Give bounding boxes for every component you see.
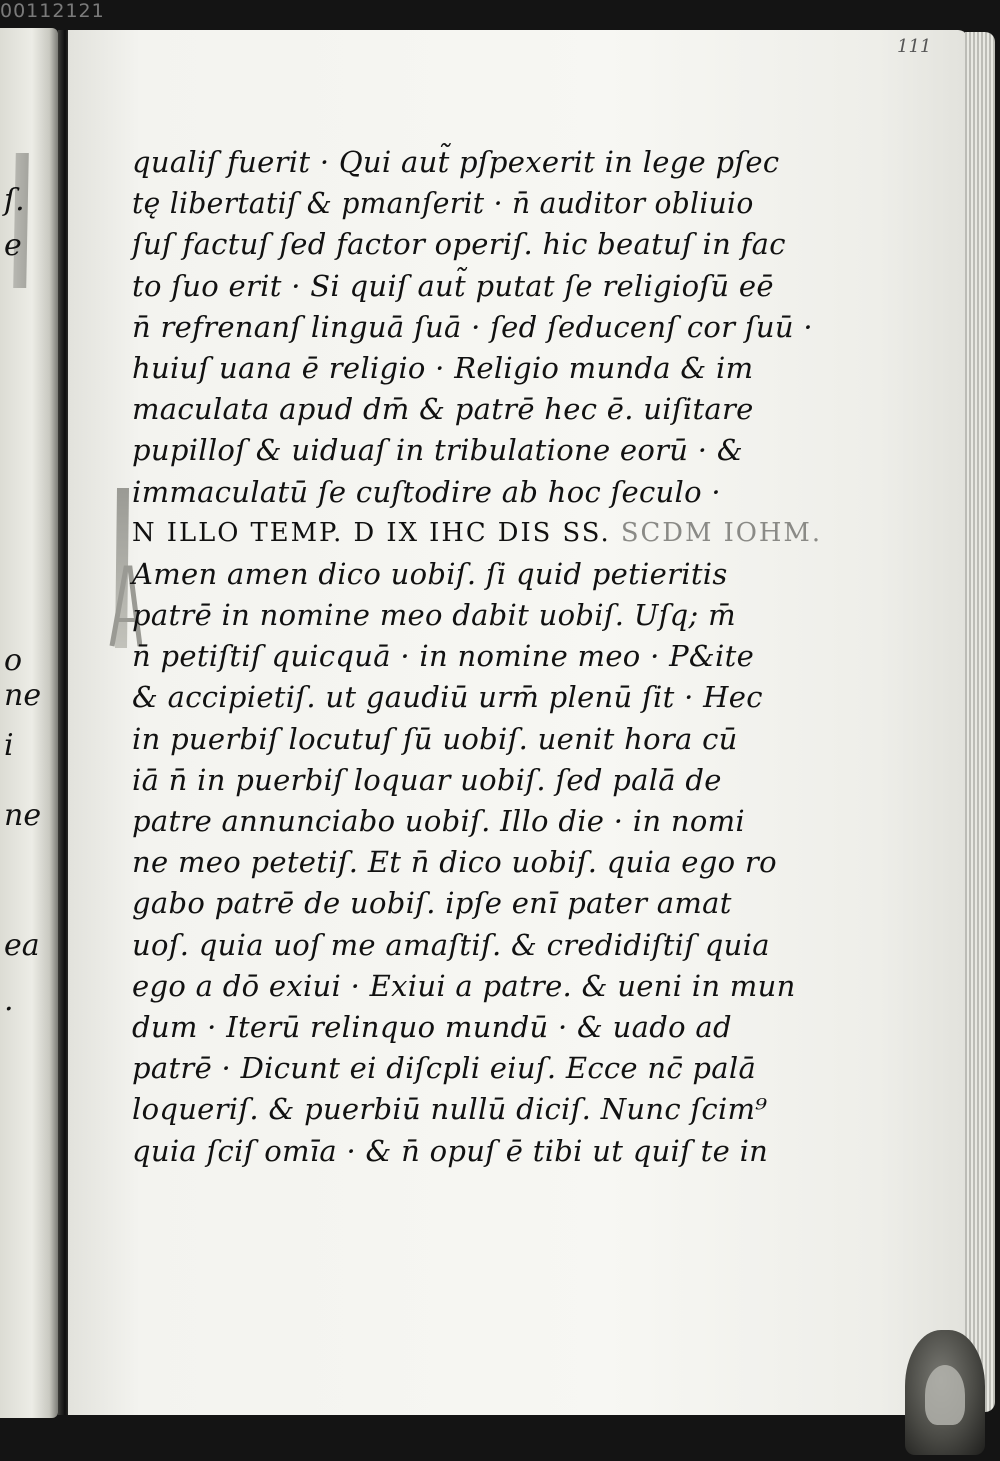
text-line: to ſuo erit · Si quiſ aut̃ putat ſe religioſū eē [132, 268, 774, 303]
text-line: ſuſ factuſ ſed factor operiſ. hic beatuſ in fac [132, 227, 786, 262]
left-leaf-fragment: . [4, 983, 14, 1018]
left-leaf-fragment: ne [4, 798, 42, 833]
text-line: maculata apud dm̄ & patrē hec ē. uiſitare [132, 392, 754, 427]
left-leaf-fragment: o [4, 643, 23, 678]
text-line: & accipietiſ. ut gaudiū urm̄ plenū ſit · Hec [132, 680, 763, 715]
text-line: pupilloſ & uiduaſ in tribulatione eorū · & [132, 433, 743, 468]
text-line: n̄ refrenanſ linguā ſuā · ſed ſeducenſ cor ſuū · [132, 309, 813, 344]
text-line: huiuſ uana ē religio · Religio munda & im [132, 350, 754, 385]
scan-id: 00112121 [0, 0, 105, 22]
rubric-dark: N ILLO TEMP. D IX IHC DIS SS. [132, 517, 611, 548]
text-line: dum · Iterū relinquo mundū · & uado ad [132, 1009, 732, 1044]
text-line: ego a dō exiui · Exiui a patre. & ueni in mun [132, 968, 796, 1003]
thumb-nail [925, 1365, 965, 1425]
manuscript-text [132, 142, 822, 1172]
text-line: patrē · Dicunt ei diſcpli eiuſ. Ecce nc̄ palā [132, 1051, 757, 1086]
text-line: ne meo petetiſ. Et n̄ dico uobiſ. quia ego ro [132, 845, 777, 880]
text-line: uoſ. quia uoſ me amaſtiſ. & credidiſtiſ quia [132, 927, 770, 962]
text-line: in puerbiſ locutuſ ſū uobiſ. uenit hora cū [132, 721, 738, 756]
page-edges [965, 32, 995, 1412]
text-line: patrē in nomine meo dabit uobiſ. Uſq; m̄ [132, 598, 736, 633]
left-leaf-fragment: i [4, 728, 14, 763]
text-line: immaculatū ſe cuſtodire ab hoc ſeculo · [132, 474, 721, 509]
left-leaf-fragment: ea [4, 928, 40, 963]
text-line: iā n̄ in puerbiſ loquar uobiſ. ſed palā de [132, 762, 722, 797]
folio-number: 111 [897, 36, 932, 57]
rubric-faint: SCDM IOHM. [620, 517, 823, 548]
text-line: tę libertatiſ & pmanſerit · n̄ auditor obliuio [132, 186, 754, 221]
left-leaf [0, 28, 58, 1418]
left-leaf-initial [8, 153, 34, 288]
left-leaf-fragment: ſ. [4, 183, 25, 218]
text-line: n̄ petiſtiſ quicquā · in nomine meo · P&ite [132, 639, 755, 674]
text-line: Amen amen dico uobiſ. ſi quid petieritis [132, 556, 728, 591]
rubric-line [132, 513, 823, 554]
text-line: quia ſciſ omīa · & n̄ opuſ ē tibi ut quiſ te in [132, 1133, 769, 1168]
text-line: gabo patrē de uobiſ. ipſe enī pater amat [132, 886, 732, 921]
text-line: patre annunciabo uobiſ. Illo die · in nomi [132, 804, 745, 838]
left-leaf-fragment: ne [4, 678, 42, 713]
left-leaf-fragment: e [4, 228, 22, 263]
text-line: qualiſ fuerit · Qui aut̃ pſpexerit in lege pſec [132, 145, 780, 179]
text-line: loqueriſ. & puerbiū nullū diciſ. Nunc ſcim⁹ [132, 1092, 768, 1127]
